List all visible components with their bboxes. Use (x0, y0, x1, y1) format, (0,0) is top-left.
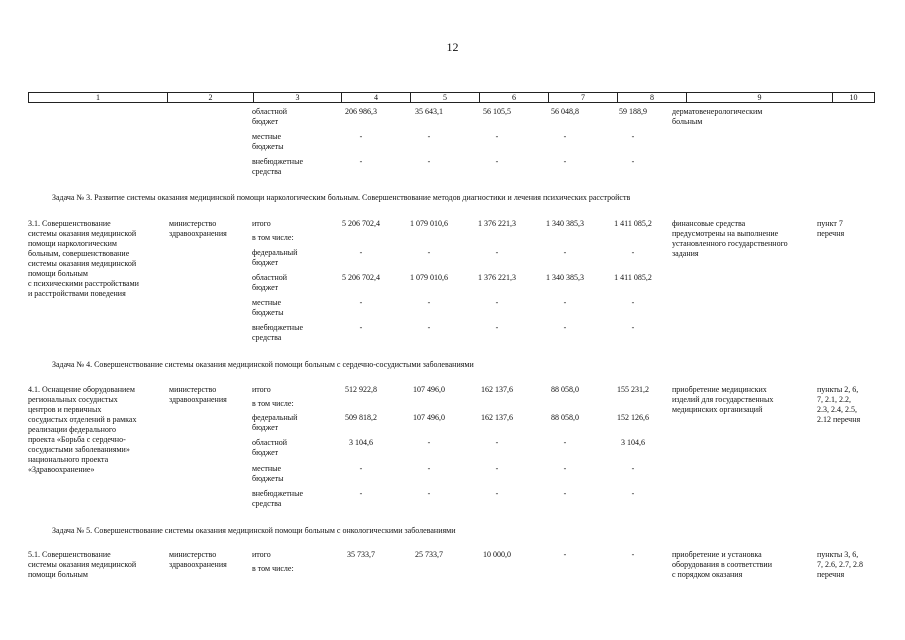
value-cell: 152 126,6 (617, 413, 649, 422)
value-cell: - (563, 464, 567, 473)
value-cell: 88 058,0 (551, 413, 579, 422)
value-cell: 155 231,2 (617, 385, 649, 394)
value-cell: 59 188,9 (619, 107, 647, 116)
executor: министерство здравоохранения (169, 550, 227, 569)
purpose-text: приобретение медицинских изделий для государственных медицинских организаций (672, 385, 774, 414)
row-label: внебюджетные средства (252, 489, 303, 508)
reference-text: пункт 7 перечня (817, 219, 845, 238)
value-cell: - (563, 323, 567, 332)
value-cell: 5 206 702,4 (342, 273, 380, 282)
value-cell: 35 733,7 (347, 550, 375, 559)
value-cell: - (631, 157, 635, 166)
value-cell: 88 058,0 (551, 385, 579, 394)
value-cell: 1 411 085,2 (614, 219, 652, 228)
value-cell: - (631, 248, 635, 257)
value-cell: 162 137,6 (481, 413, 513, 422)
value-cell: - (631, 298, 635, 307)
value-cell: - (495, 489, 499, 498)
value-cell: 162 137,6 (481, 385, 513, 394)
value-cell: 1 411 085,2 (614, 273, 652, 282)
value-cell: - (495, 464, 499, 473)
value-cell: - (563, 132, 567, 141)
row-label: федеральный бюджет (252, 248, 298, 267)
task-heading: Задача № 3. Развитие системы оказания медицинской помощи наркологическим больным. Совершенствование методов диагностики и лечения психических расстройств (52, 193, 631, 202)
col-num: 2 (168, 93, 254, 103)
value-cell: - (427, 157, 431, 166)
row-label: итого (252, 385, 271, 394)
value-cell: 56 105,5 (483, 107, 511, 116)
value-cell: - (563, 489, 567, 498)
column-number-header (28, 92, 875, 103)
value-cell: - (563, 438, 567, 447)
row-label: внебюджетные средства (252, 157, 303, 176)
task-heading: Задача № 4. Совершенствование системы оказания медицинской помощи больным с сердечно-сосудистыми заболеваниями (52, 360, 474, 369)
value-cell: - (427, 132, 431, 141)
row-label: местные бюджеты (252, 132, 284, 151)
value-cell: - (427, 248, 431, 257)
value-cell: 5 206 702,4 (342, 219, 380, 228)
value-cell: 35 643,1 (415, 107, 443, 116)
value-cell: - (495, 132, 499, 141)
value-cell: 3 104,6 (349, 438, 373, 447)
value-cell: 107 496,0 (413, 385, 445, 394)
value-cell: - (495, 438, 499, 447)
value-cell: - (631, 132, 635, 141)
value-cell: - (359, 132, 363, 141)
value-cell: 1 079 010,6 (410, 219, 448, 228)
value-cell: 3 104,6 (621, 438, 645, 447)
col-num: 5 (411, 93, 480, 103)
purpose-text: финансовые средства предусмотрены на выполнение установленного государственного задания (672, 219, 788, 258)
value-cell: - (563, 550, 567, 559)
row-label: итого (252, 219, 271, 228)
value-cell: 107 496,0 (413, 413, 445, 422)
value-cell: - (427, 438, 431, 447)
measure-name: 4.1. Оснащение оборудованием региональных сосудистых центров и первичных сосудистых отделений в рамках реализации федерального проекта «Борьба с сердечно- сосудистыми заболеваниями» национального проекта «Здравоохранение» (28, 385, 137, 474)
col-num: 6 (480, 93, 549, 103)
row-label: областной бюджет (252, 273, 288, 292)
value-cell: - (631, 323, 635, 332)
col-num: 8 (618, 93, 687, 103)
value-cell: 1 376 221,3 (478, 219, 516, 228)
value-cell: - (359, 157, 363, 166)
value-cell: - (359, 464, 363, 473)
measure-name: 3.1. Совершенствование системы оказания медицинской помощи наркологическим больным, совершенствование системы оказания медицинской помощи больным с психическими расстройствами и расстройствами поведения (28, 219, 139, 298)
col-num: 4 (342, 93, 411, 103)
value-cell: 25 733,7 (415, 550, 443, 559)
row-label: в том числе: (252, 399, 294, 408)
reference-text: пункты 2, 6, 7, 2.1, 2.2, 2.3, 2.4, 2.5, 2.12 перечня (817, 385, 861, 424)
col-num: 7 (549, 93, 618, 103)
row-label: местные бюджеты (252, 464, 284, 483)
purpose-text: дерматовенерологическим больным (672, 107, 763, 126)
row-label: в том числе: (252, 564, 294, 573)
value-cell: - (631, 464, 635, 473)
value-cell: 509 818,2 (345, 413, 377, 422)
value-cell: 1 376 221,3 (478, 273, 516, 282)
value-cell: - (359, 489, 363, 498)
measure-name: 5.1. Совершенствование системы оказания медицинской помощи больным (28, 550, 137, 579)
value-cell: 206 986,3 (345, 107, 377, 116)
executor: министерство здравоохранения (169, 385, 227, 404)
value-cell: - (359, 323, 363, 332)
value-cell: - (495, 248, 499, 257)
page-number: 12 (446, 40, 459, 54)
value-cell: - (563, 298, 567, 307)
value-cell: 1 340 385,3 (546, 219, 584, 228)
task-heading: Задача № 5. Совершенствование системы оказания медицинской помощи больным с онкологическими заболеваниями (52, 526, 456, 535)
row-label: федеральный бюджет (252, 413, 298, 432)
value-cell: - (427, 489, 431, 498)
value-cell: 512 922,8 (345, 385, 377, 394)
col-num: 3 (254, 93, 342, 103)
row-label: внебюджетные средства (252, 323, 303, 342)
value-cell: 1 340 385,3 (546, 273, 584, 282)
value-cell: - (359, 248, 363, 257)
purpose-text: приобретение и установка оборудования в соответствии с порядком оказания (672, 550, 772, 579)
row-label: местные бюджеты (252, 298, 284, 317)
reference-text: пункты 3, 6, 7, 2.6, 2.7, 2.8 перечня (817, 550, 863, 579)
value-cell: - (427, 464, 431, 473)
value-cell: 1 079 010,6 (410, 273, 448, 282)
row-label: в том числе: (252, 233, 294, 242)
row-label: областной бюджет (252, 107, 288, 126)
col-num: 1 (29, 93, 168, 103)
value-cell: - (495, 298, 499, 307)
value-cell: 10 000,0 (483, 550, 511, 559)
value-cell: - (427, 323, 431, 332)
value-cell: - (495, 157, 499, 166)
value-cell: 56 048,8 (551, 107, 579, 116)
col-num: 9 (687, 93, 833, 103)
executor: министерство здравоохранения (169, 219, 227, 238)
row-label: областной бюджет (252, 438, 288, 457)
value-cell: - (495, 323, 499, 332)
row-label: итого (252, 550, 271, 559)
value-cell: - (631, 489, 635, 498)
value-cell: - (631, 550, 635, 559)
col-num: 10 (833, 93, 875, 103)
value-cell: - (359, 298, 363, 307)
value-cell: - (563, 248, 567, 257)
value-cell: - (427, 298, 431, 307)
value-cell: - (563, 157, 567, 166)
